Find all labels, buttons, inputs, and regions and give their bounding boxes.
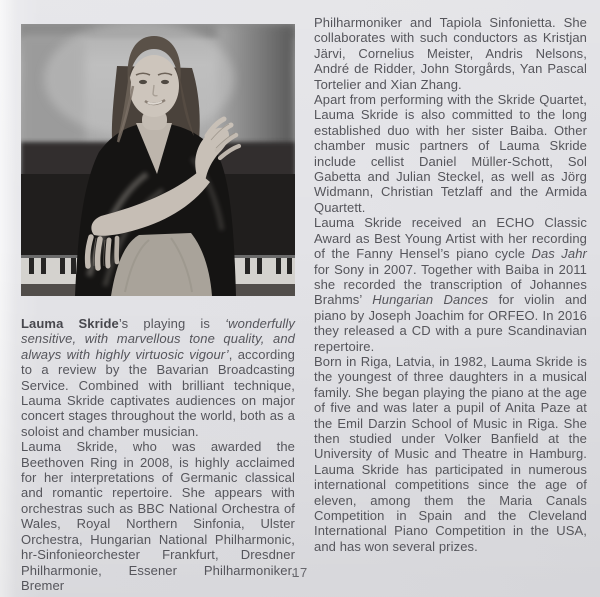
text-run: ’s playing is <box>118 316 226 331</box>
right-column <box>314 15 587 554</box>
press-quote-italic: ‘wonderfully sensitive, with marvellous tone quality, and always with highly virtuosic vigour’ <box>21 316 295 362</box>
artist-photo <box>21 24 295 296</box>
artist-photo-graphic <box>21 24 295 296</box>
bio-paragraph-5 <box>314 215 587 354</box>
left-column <box>21 316 295 593</box>
work-title-italic: Hungarian Dances <box>372 292 489 308</box>
bio-paragraph-3: Philharmoniker and Tapiola Sinfonietta. She collaborates with such conductors as Kristjan Järvi, Cornelius Meister, Andris Nelsons, André de Ridder, John Storgårds, Yan Pascal Tortelier and Xian Zhang. <box>314 15 587 92</box>
text-run: for violin and piano by Joseph Joachim for ORFEO. In 2016 they released a CD with a pure Scandinavian repertoire. <box>314 292 587 354</box>
bio-paragraph-6: Born in Riga, Latvia, in 1982, Lauma Skride is the youngest of three daughters in a musical family. She began playing the piano at the age of five and was later a pupil of Anita Paze at the Emil Darzin School of Music in Riga. She then studied under Volker Banfield at the University of Music and Theatre in Hamburg. Lauma Skride has participated in numerous international competitions since the age of eleven, among them the Maria Canals Competition in Spain and the Cleveland International Piano Competition in the USA, and has won several prizes. <box>314 353 587 554</box>
bio-paragraph-2: Lauma Skride, who was awarded the Beethoven Ring in 2008, is highly acclaimed for her interpretations of Germanic classical and romantic repertoire. She appears with orchestras such as BBC National Orchestra of Wales, Royal Northern Sinfonia, Ulster Orchestra, Hungarian National Philharmonic, hr-Sinfonieorchester Frankfurt, Dresdner Philharmonie, Essener Philharmoniker, Bremer <box>21 439 295 593</box>
text-run: , according to a review by the Bavarian Broadcasting Service. Combined with brilliant technique, Lauma Skride captivates audiences on major concert stages throughout the world, both as a soloist and chamber musician. <box>21 346 295 439</box>
bio-paragraph-1 <box>21 316 295 439</box>
page-number: 17 <box>292 565 308 580</box>
bio-paragraph-4: Apart from performing with the Skride Quartet, Lauma Skride is also committed to the long established duo with her sister Baiba. Other chamber music partners of Lauma Skride include cellist Daniel Müller-Schott, Sol Gabetta and Julian Steckel, as well as Jörg Widmann, Christian Tetzlaff and the Armida Quartett. <box>314 92 587 215</box>
text-run: Lauma Skride received an ECHO Classic Award as Best Young Artist with her recording of the Fanny Hensel’s piano cycle <box>314 215 587 262</box>
artist-name-bold: Lauma Skride <box>21 316 119 331</box>
text-run: for Sony in 2007. Together with Baiba in 2011 she recorded the transcription of Johannes Brahms’ <box>314 261 587 308</box>
work-title-italic: Das Jahr <box>531 246 587 262</box>
